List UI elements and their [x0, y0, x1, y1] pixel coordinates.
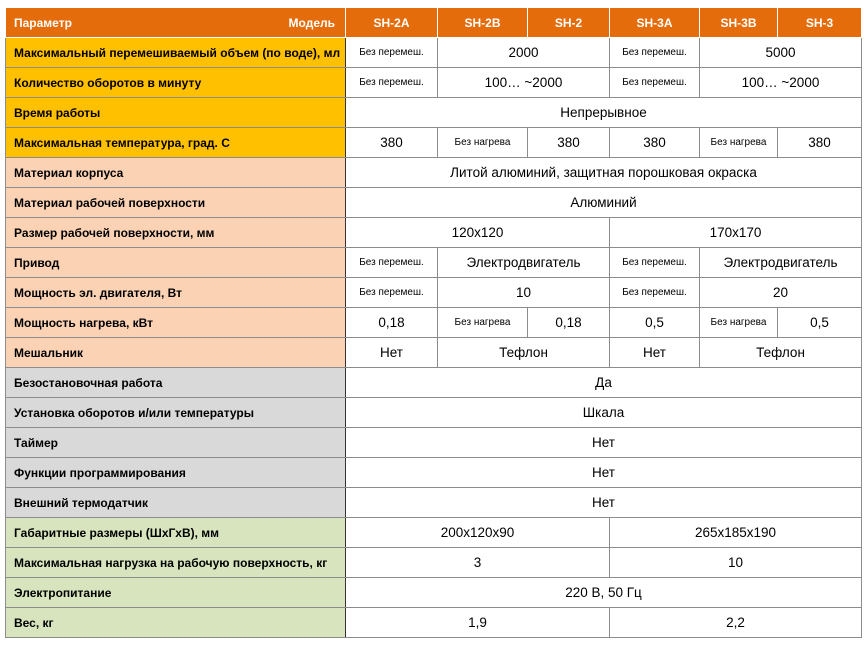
model-header-cell: SH-2B: [438, 8, 528, 38]
value-cell: Без нагрева: [438, 128, 528, 158]
value-cell: 380: [528, 128, 610, 158]
value-cell: Нет: [610, 338, 700, 368]
value-cell: 2,2: [610, 608, 862, 638]
param-label-cell: Мощность нагрева, кВт: [6, 308, 346, 338]
value-cell: 3: [346, 548, 610, 578]
value-cell: 10: [610, 548, 862, 578]
table-row: [6, 548, 862, 578]
value-cell: Нет: [346, 488, 862, 518]
model-header-label: Модель: [288, 15, 335, 30]
model-header-cell: SH-2A: [346, 8, 438, 38]
spec-table-body: [6, 8, 862, 638]
value-cell: Тефлон: [438, 338, 610, 368]
model-header-cell: SH-3A: [610, 8, 700, 38]
param-label-cell: Функции программирования: [6, 458, 346, 488]
table-row: [6, 428, 862, 458]
model-header-cell: SH-3B: [700, 8, 778, 38]
value-cell: Нет: [346, 458, 862, 488]
value-cell: Алюминий: [346, 188, 862, 218]
value-cell: 380: [610, 128, 700, 158]
param-label-cell: Безостановочная работа: [6, 368, 346, 398]
table-row: [6, 608, 862, 638]
table-row: [6, 218, 862, 248]
param-label-cell: Электропитание: [6, 578, 346, 608]
value-cell: 0,18: [346, 308, 438, 338]
value-cell: Без перемеш.: [346, 278, 438, 308]
model-header-cell: SH-2: [528, 8, 610, 38]
value-cell: 200х120х90: [346, 518, 610, 548]
value-cell: Да: [346, 368, 862, 398]
value-cell: 2000: [438, 38, 610, 68]
value-cell: Без перемеш.: [610, 38, 700, 68]
model-header-cell: SH-3: [778, 8, 862, 38]
value-cell: Без перемеш.: [610, 248, 700, 278]
value-cell: Литой алюминий, защитная порошковая окраска: [346, 158, 862, 188]
table-row: [6, 368, 862, 398]
table-row: [6, 158, 862, 188]
param-label-cell: Количество оборотов в минуту: [6, 68, 346, 98]
value-cell: 0,5: [778, 308, 862, 338]
param-label-cell: Максимальный перемешиваемый объем (по воде), мл: [6, 38, 346, 68]
value-cell: 265х185х190: [610, 518, 862, 548]
param-label-cell: Материал корпуса: [6, 158, 346, 188]
table-row: [6, 578, 862, 608]
param-label-cell: Привод: [6, 248, 346, 278]
value-cell: 5000: [700, 38, 862, 68]
param-label-cell: Таймер: [6, 428, 346, 458]
param-label-cell: Вес, кг: [6, 608, 346, 638]
header-param-cell: [6, 8, 346, 38]
value-cell: Без перемеш.: [346, 248, 438, 278]
spec-table: [5, 7, 862, 638]
table-row: [6, 68, 862, 98]
value-cell: 1,9: [346, 608, 610, 638]
param-label-cell: Мешальник: [6, 338, 346, 368]
param-label-cell: Габаритные размеры (ШхГхВ), мм: [6, 518, 346, 548]
table-row: [6, 128, 862, 158]
value-cell: 100… ~2000: [700, 68, 862, 98]
table-row: [6, 38, 862, 68]
value-cell: Тефлон: [700, 338, 862, 368]
table-row: [6, 338, 862, 368]
value-cell: Нет: [346, 428, 862, 458]
param-label-cell: Максимальная температура, град. С: [6, 128, 346, 158]
value-cell: 380: [346, 128, 438, 158]
table-row: [6, 188, 862, 218]
param-label-cell: Внешний термодатчик: [6, 488, 346, 518]
table-row: [6, 398, 862, 428]
value-cell: 10: [438, 278, 610, 308]
value-cell: 0,5: [610, 308, 700, 338]
value-cell: 20: [700, 278, 862, 308]
table-row: [6, 248, 862, 278]
table-row: [6, 458, 862, 488]
table-row: [6, 488, 862, 518]
value-cell: 220 В, 50 Гц: [346, 578, 862, 608]
param-label-cell: Размер рабочей поверхности, мм: [6, 218, 346, 248]
value-cell: Нет: [346, 338, 438, 368]
table-row: [6, 278, 862, 308]
param-label-cell: Материал рабочей поверхности: [6, 188, 346, 218]
header-row: [6, 8, 862, 38]
value-cell: 170х170: [610, 218, 862, 248]
value-cell: Шкала: [346, 398, 862, 428]
table-row: [6, 308, 862, 338]
table-row: [6, 518, 862, 548]
value-cell: 380: [778, 128, 862, 158]
value-cell: 100… ~2000: [438, 68, 610, 98]
value-cell: Без нагрева: [438, 308, 528, 338]
value-cell: Без нагрева: [700, 308, 778, 338]
value-cell: Непрерывное: [346, 98, 862, 128]
table-row: [6, 98, 862, 128]
value-cell: Электродвигатель: [438, 248, 610, 278]
value-cell: Без перемеш.: [610, 68, 700, 98]
value-cell: Без перемеш.: [346, 68, 438, 98]
value-cell: Без перемеш.: [610, 278, 700, 308]
value-cell: Без нагрева: [700, 128, 778, 158]
value-cell: Без перемеш.: [346, 38, 438, 68]
value-cell: 0,18: [528, 308, 610, 338]
param-label-cell: Максимальная нагрузка на рабочую поверхность, кг: [6, 548, 346, 578]
param-header-label: Параметр: [14, 15, 72, 30]
param-label-cell: Установка оборотов и/или температуры: [6, 398, 346, 428]
value-cell: Электродвигатель: [700, 248, 862, 278]
param-label-cell: Мощность эл. двигателя, Вт: [6, 278, 346, 308]
param-label-cell: Время работы: [6, 98, 346, 128]
value-cell: 120х120: [346, 218, 610, 248]
